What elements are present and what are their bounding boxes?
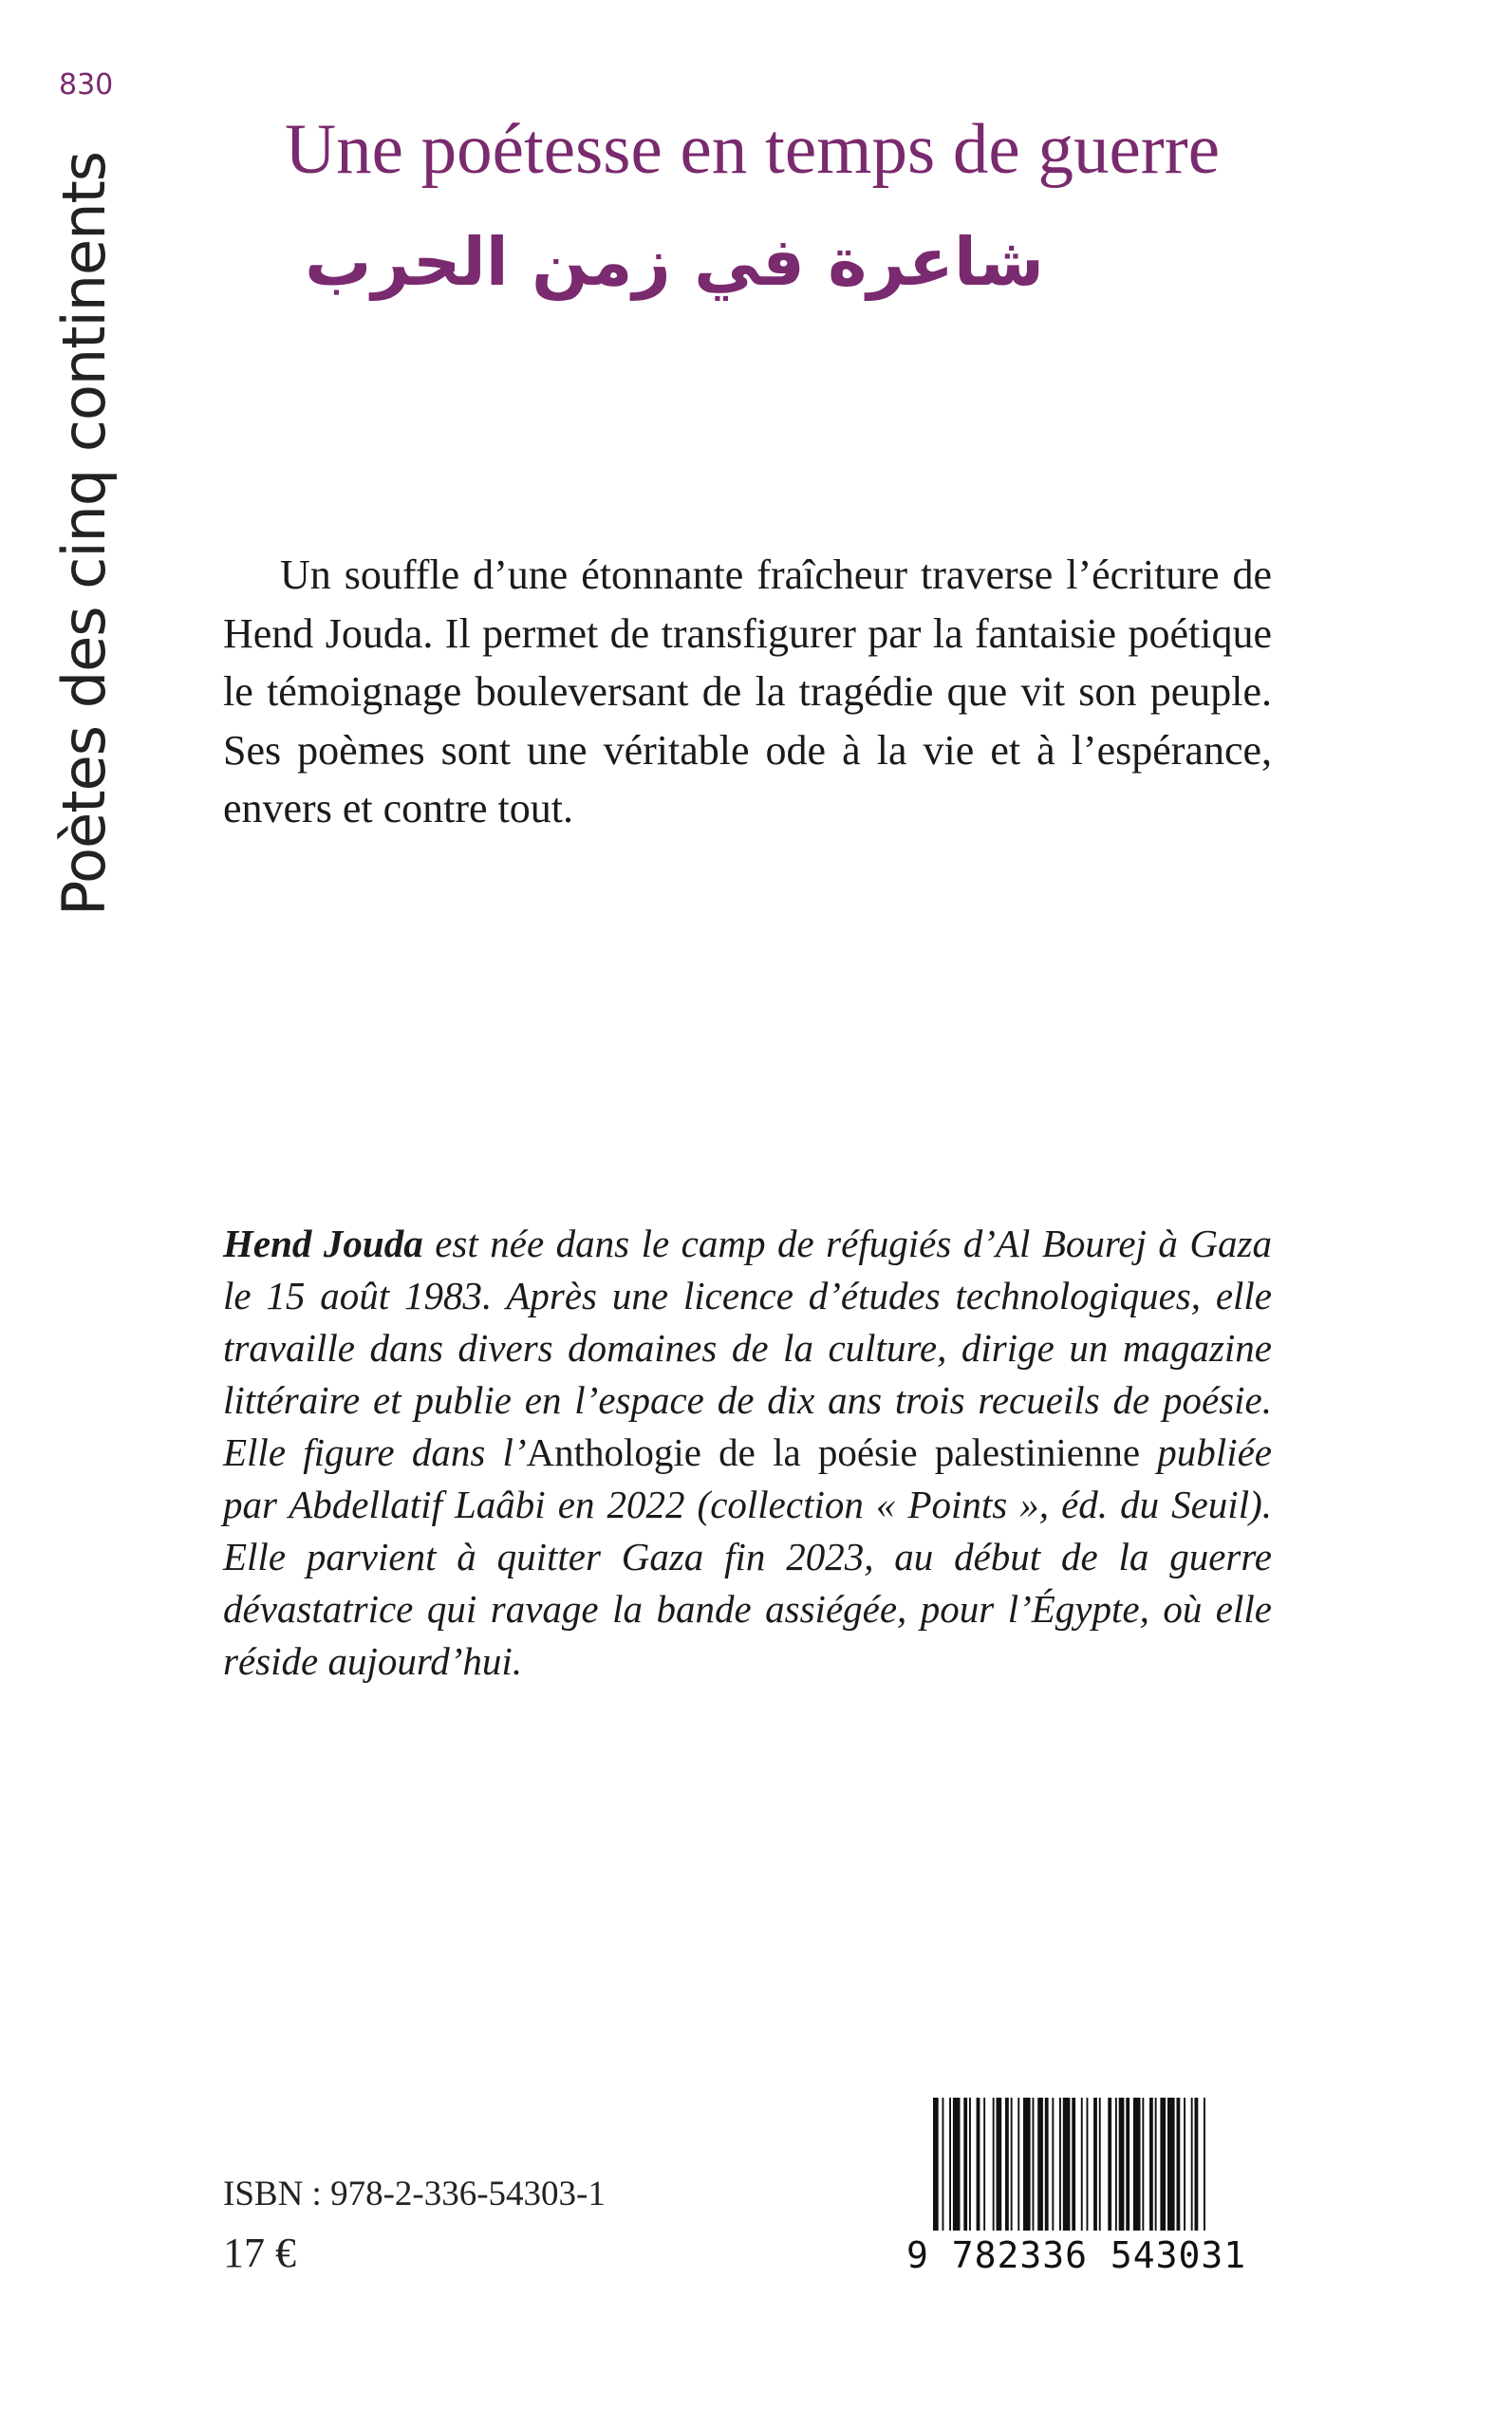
barcode-bar: [963, 2098, 967, 2231]
barcode-bar: [1087, 2098, 1089, 2231]
price-label: 17 €: [223, 2230, 296, 2276]
barcode-bar: [1160, 2098, 1166, 2231]
barcode-bar: [1133, 2098, 1141, 2231]
barcode-bar: [1126, 2098, 1129, 2231]
anthology-title: Anthologie de la poésie palestinienne: [526, 1430, 1141, 1474]
isbn-label: ISBN : 978-2-336-54303-1: [223, 2175, 606, 2213]
back-cover-blurb: [223, 546, 1272, 838]
barcode-bar: [1115, 2098, 1117, 2231]
barcode-bar: [1037, 2098, 1043, 2231]
barcode-bar: [933, 2098, 939, 2231]
title-french: Une poétesse en temps de guerre: [284, 110, 1221, 189]
barcode-bar: [949, 2098, 951, 2231]
barcode-bar: [1081, 2098, 1083, 2231]
barcode-bar: [1167, 2098, 1175, 2231]
bio-text-part2: publiée par Abdellatif Laâbi en 2022 (collection « Points », éd. du Seuil). Elle parvient à quitter Gaza fin 2023, au début de la guerre dévastatrice qui ravage la bande assiégée, pour l’Égypte, où elle réside aujourd’hui.: [223, 1430, 1272, 1683]
barcode-bar: [983, 2098, 985, 2231]
barcode-bar: [1011, 2098, 1013, 2231]
barcode-bar: [977, 2098, 980, 2231]
barcode-bar: [1093, 2098, 1097, 2231]
barcode-bar: [1142, 2098, 1144, 2231]
barcode-bar: [1184, 2098, 1185, 2231]
barcode-bar: [1108, 2098, 1111, 2231]
title-arabic: شاعرة في زمن الحرب: [305, 223, 1044, 301]
series-name: Poètes des cinq continents: [49, 151, 119, 916]
barcode-bar: [943, 2098, 944, 2231]
barcode-bar: [1177, 2098, 1181, 2231]
barcode-bar: [1195, 2098, 1199, 2231]
barcode-bar: [1063, 2098, 1071, 2231]
barcode-digits: 9 782336 543031: [906, 2234, 1247, 2276]
barcode-bar: [1119, 2098, 1125, 2231]
bio-text-part1: est née dans le camp de réfugiés d’Al Bourej à Gaza le 15 août 1983. Après une licence d’études technologiques, elle travaille dans divers domaines de la culture, dirige un magazine littéraire et publie en l’espace de dix ans trois recueils de poésie. Elle figure dans l’: [223, 1222, 1272, 1474]
barcode-bar: [969, 2098, 971, 2231]
barcode-bar: [993, 2098, 995, 2231]
barcode-bar: [1099, 2098, 1101, 2231]
barcode-bar: [1204, 2098, 1205, 2231]
barcode-bar: [1045, 2098, 1049, 2231]
barcode-bar: [1155, 2098, 1157, 2231]
series-number: 830: [59, 68, 114, 102]
barcode-bar: [1072, 2098, 1075, 2231]
barcode-bar: [1033, 2098, 1035, 2231]
barcode-bar: [1017, 2098, 1019, 2231]
author-bio: [223, 1218, 1272, 1688]
blurb-paragraph: Un souffle d’une étonnante fraîcheur traverse l’écriture de Hend Jouda. Il permet de transfigurer par la fantaisie poétique le témoignage bouleversant de la tragédie que vit son peuple. Ses poèmes sont une véritable ode à la vie et à l’espérance, envers et contre tout.: [223, 551, 1272, 831]
barcode-bar: [1059, 2098, 1061, 2231]
barcode-bar: [1191, 2098, 1193, 2231]
barcode-bar: [997, 2098, 1002, 2231]
barcode-bars: [906, 2098, 1272, 2231]
barcode-bar: [1052, 2098, 1054, 2231]
barcode-bar: [1005, 2098, 1009, 2231]
barcode-bar: [1023, 2098, 1031, 2231]
barcode-bar: [1149, 2098, 1153, 2231]
author-name: Hend Jouda: [223, 1222, 423, 1265]
barcode-bar: [953, 2098, 961, 2231]
